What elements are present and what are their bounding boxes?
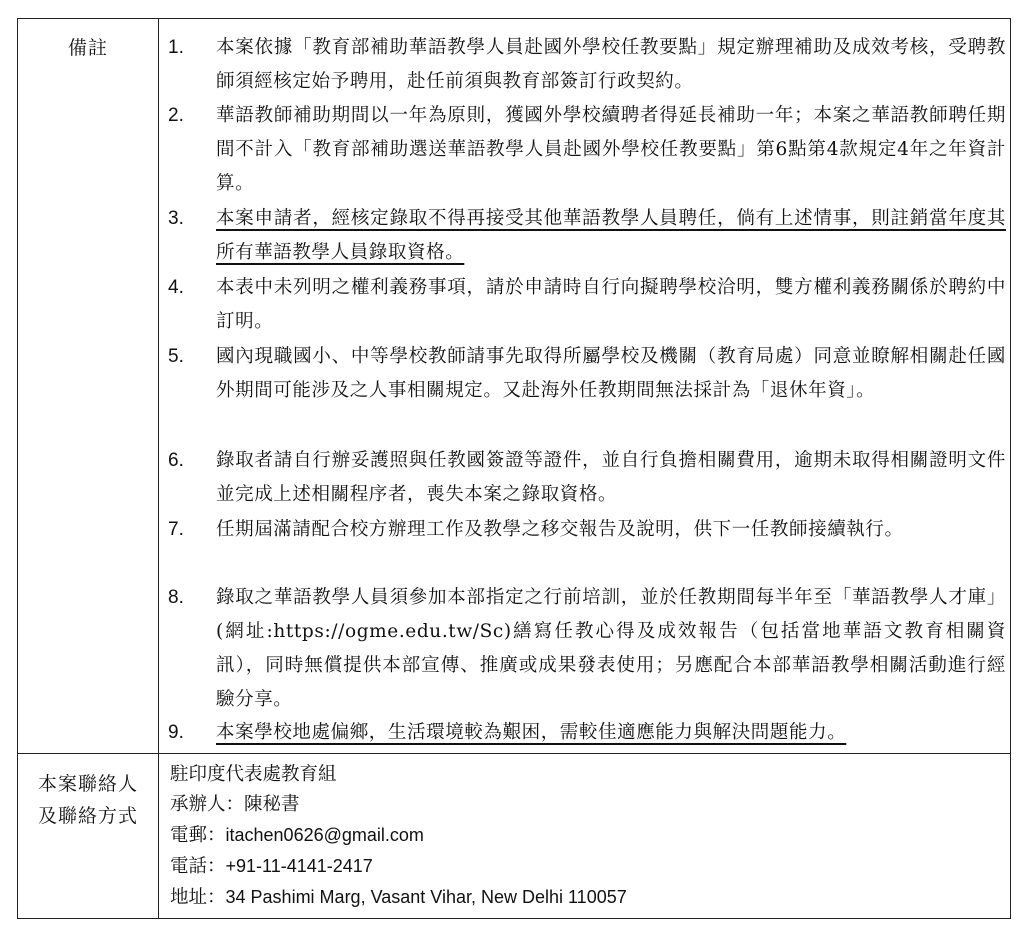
note-number: 7. (168, 519, 184, 540)
email-address: itachen0626@gmail.com (225, 825, 424, 845)
note-text: 國內現職國小、中等學校教師請事先取得所屬學校及機關（教育局處）同意並瞭解相關赴任國外期間可能涉及之人事相關規定。又赴海外任教期間無法採計為「退休年資」。 (216, 346, 1006, 401)
note-text: 任期屆滿請配合校方辦理工作及教學之移交報告及說明，供下一任教師接續執行。 (216, 519, 904, 540)
note-text: 錄取之華語教學人員須參加本部指定之行前培訓，並於任教期間每半年至「華語教學人才庫」(網址:https://ogme.edu.tw/Sc)繕寫任教心得及成效報告（包括當地華語文教育相關資訊），同時無償提供本部宣傳、推廣或成果發表使用；另應配合本部華語教學相關活動進行經驗分享。 (216, 587, 1006, 710)
note-text: 本案學校地處偏鄉，生活環境較為艱困，需較佳適應能力與解決問題能力。 (216, 722, 847, 743)
contact-address-line (170, 882, 627, 913)
contact-label-line: 本案聯絡人 (37, 773, 138, 795)
note-text: 本表中未列明之權利義務事項，請於申請時自行向擬聘學校洽明，雙方權利義務關係於聘約中訂明。 (216, 277, 1006, 332)
note-text: 本案依據「教育部補助華語教學人員赴國外學校任教要點」規定辦理補助及成效考核，受聘教師須經核定始予聘用，赴任前須與教育部簽訂行政契約。 (216, 37, 1006, 92)
column-divider (158, 754, 159, 918)
contact-details (170, 760, 627, 913)
note-number: 1. (168, 37, 184, 58)
note-number: 4. (168, 277, 184, 298)
handler-label: 承辦人： (170, 794, 245, 815)
note-number: 2. (168, 105, 184, 126)
email-label: 電郵： (170, 825, 226, 846)
contact-handler-line (170, 790, 627, 820)
note-number: 3. (168, 208, 184, 229)
notes-contact-table (17, 18, 1011, 919)
address-label: 地址： (170, 887, 226, 908)
contact-label-line: 及聯絡方式 (37, 805, 138, 827)
notes-label: 備註 (67, 37, 108, 59)
note-text: 錄取者請自行辦妥護照與任教國簽證等證件，並自行負擔相關費用，逾期未取得相關證明文件並完成上述相關程序者，喪失本案之錄取資格。 (216, 450, 1006, 505)
phone-number: +91-11-4141-2417 (225, 856, 373, 876)
note-number: 9. (168, 722, 184, 743)
contact-label (18, 768, 158, 832)
note-text: 華語教師補助期間以一年為原則，獲國外學校續聘者得延長補助一年；本案之華語教師聘任期間不計入「教育部補助選送華語教學人員赴國外學校任教要點」第6點第4款規定4年之年資計算。 (216, 105, 1006, 194)
note-number: 6. (168, 450, 184, 471)
note-text: 本案申請者，經核定錄取不得再接受其他華語教學人員聘任，倘有上述情事，則註銷當年度其所有華語教學人員錄取資格。 (216, 208, 1006, 263)
contact-phone-line (170, 851, 627, 882)
contact-email-line (170, 820, 627, 851)
notes-row (18, 19, 1010, 754)
handler-name: 陳秘書 (244, 794, 300, 815)
contact-row (18, 754, 1010, 918)
address-value: 34 Pashimi Marg, Vasant Vihar, New Delhi 110057 (225, 887, 627, 907)
phone-label: 電話： (170, 856, 226, 877)
contact-office: 駐印度代表處教育組 (170, 764, 337, 785)
column-divider (158, 19, 159, 753)
note-number: 5. (168, 346, 184, 367)
note-number: 8. (168, 587, 184, 608)
